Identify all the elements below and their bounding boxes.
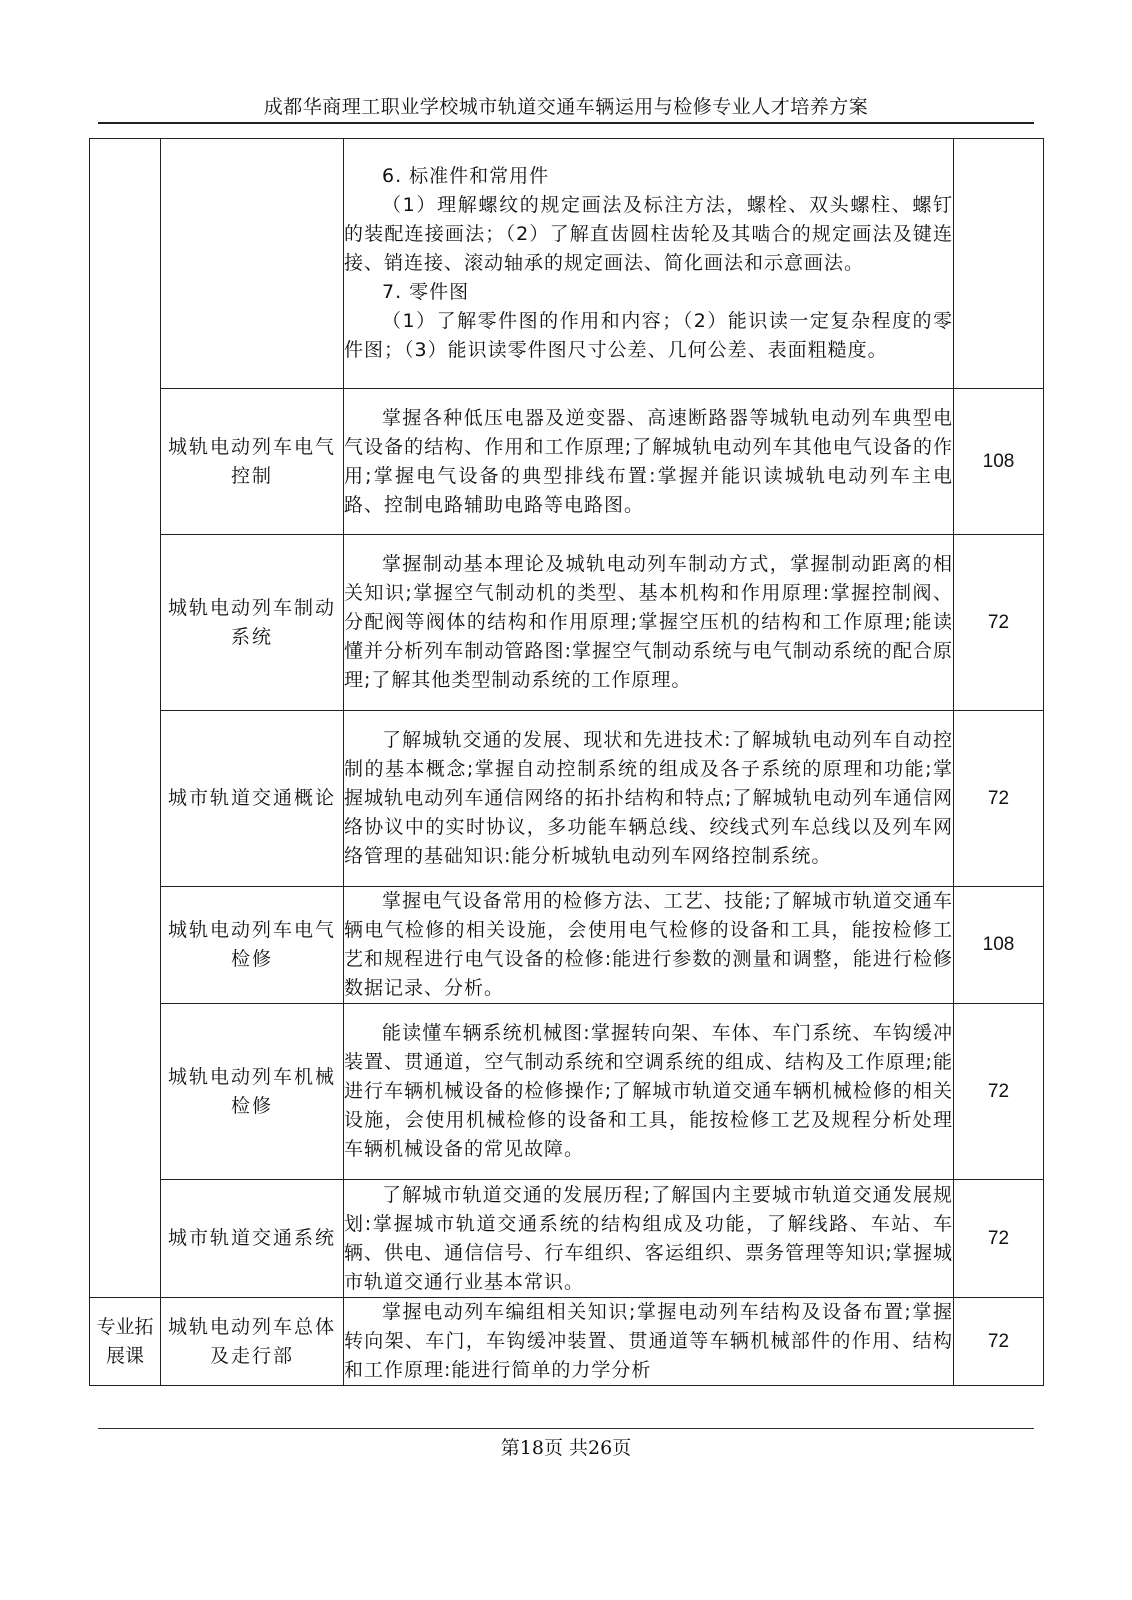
table-row	[90, 389, 1044, 535]
course-description: 掌握电动列车编组相关知识;掌握电动列车结构及设备布置;掌握转向架、车门，车钩缓冲装置、贯通道等车辆机械部件的作用、结构和工作原理:能进行简单的力学分析	[344, 1298, 954, 1386]
description-line: （1）理解螺纹的规定画法及标注方法，螺栓、双头螺柱、螺钉的装配连接画法；（2）了解直齿圆柱齿轮及其啮合的规定画法及键连接、销连接、滚动轴承的规定画法、简化画法和示意画法。	[344, 194, 953, 274]
course-name-cell	[161, 139, 344, 389]
course-name: 城轨电动列车制动系统	[161, 535, 344, 711]
footer-divider	[98, 1428, 1034, 1429]
table-row	[90, 139, 1044, 389]
course-hours: 72	[954, 535, 1044, 711]
course-name: 城轨电动列车总体及走行部	[161, 1298, 344, 1386]
course-name: 城市轨道交通系统	[161, 1180, 344, 1298]
description-line: （1）了解零件图的作用和内容；（2）能识读一定复杂程度的零件图；（3）能识读零件图尺寸公差、几何公差、表面粗糙度。	[344, 310, 953, 361]
course-hours: 108	[954, 887, 1044, 1004]
course-description: 掌握各种低压电器及逆变器、高速断路器等城轨电动列车典型电气设备的结构、作用和工作原理;了解城轨电动列车其他电气设备的作用;掌握电气设备的典型排线布置:掌握并能识读城轨电动列车主电路、控制电路辅助电路等电路图。	[344, 389, 954, 535]
course-description: 掌握制动基本理论及城轨电动列车制动方式，掌握制动距离的相关知识;掌握空气制动机的类型、基本机构和作用原理:掌握控制阀、分配阀等阀体的结构和作用原理;掌握空压机的结构和工作原理;能读懂并分析列车制动管路图:掌握空气制动系统与电气制动系统的配合原理;了解其他类型制动系统的工作原理。	[344, 535, 954, 711]
course-table	[89, 138, 1044, 1386]
course-name: 城市轨道交通概论	[161, 711, 344, 887]
course-description: 了解城市轨道交通的发展历程;了解国内主要城市轨道交通发展规划:掌握城市轨道交通系统的结构组成及功能，了解线路、车站、车辆、供电、通信信号、行车组织、客运组织、票务管理等知识;掌握城市轨道交通行业基本常识。	[344, 1180, 954, 1298]
table-row	[90, 535, 1044, 711]
description-line: 7. 零件图	[382, 281, 470, 303]
course-name: 城轨电动列车机械检修	[161, 1004, 344, 1180]
course-name: 城轨电动列车电气检修	[161, 887, 344, 1004]
description-line: 6. 标准件和常用件	[382, 165, 550, 187]
course-hours: 72	[954, 711, 1044, 887]
course-hours: 72	[954, 1004, 1044, 1180]
category-cell-continued	[90, 139, 161, 1298]
course-description: 掌握电气设备常用的检修方法、工艺、技能;了解城市轨道交通车辆电气检修的相关设施，会使用电气检修的设备和工具，能按检修工艺和规程进行电气设备的检修:能进行参数的测量和调整，能进行检修数据记录、分析。	[344, 887, 954, 1004]
table-row	[90, 1298, 1044, 1386]
hours-cell	[954, 139, 1044, 389]
page-number: 第18页 共26页	[500, 1437, 632, 1459]
course-description: 能读懂车辆系统机械图:掌握转向架、车体、车门系统、车钩缓冲装置、贯通道，空气制动系统和空调系统的组成、结构及工作原理;能进行车辆机械设备的检修操作;了解城市轨道交通车辆机械检修的相关设施，会使用机械检修的设备和工具，能按检修工艺及规程分析处理车辆机械设备的常见故障。	[344, 1004, 954, 1180]
table-row	[90, 1180, 1044, 1298]
table-row	[90, 1004, 1044, 1180]
course-category: 专业拓展课	[90, 1298, 161, 1386]
course-hours: 72	[954, 1298, 1044, 1386]
table-row	[90, 711, 1044, 887]
course-hours: 108	[954, 389, 1044, 535]
course-description	[344, 139, 954, 389]
table-row	[90, 887, 1044, 1004]
header-divider	[98, 122, 1034, 124]
page-header-title: 成都华商理工职业学校城市轨道交通车辆运用与检修专业人才培养方案	[263, 96, 869, 118]
course-hours: 72	[954, 1180, 1044, 1298]
course-name: 城轨电动列车电气控制	[161, 389, 344, 535]
course-description: 了解城轨交通的发展、现状和先进技术:了解城轨电动列车自动控制的基本概念;掌握自动控制系统的组成及各子系统的原理和功能;掌握城轨电动列车通信网络的拓扑结构和特点;了解城轨电动列车通信网络协议中的实时协议，多功能车辆总线、绞线式列车总线以及列车网络管理的基础知识:能分析城轨电动列车网络控制系统。	[344, 711, 954, 887]
